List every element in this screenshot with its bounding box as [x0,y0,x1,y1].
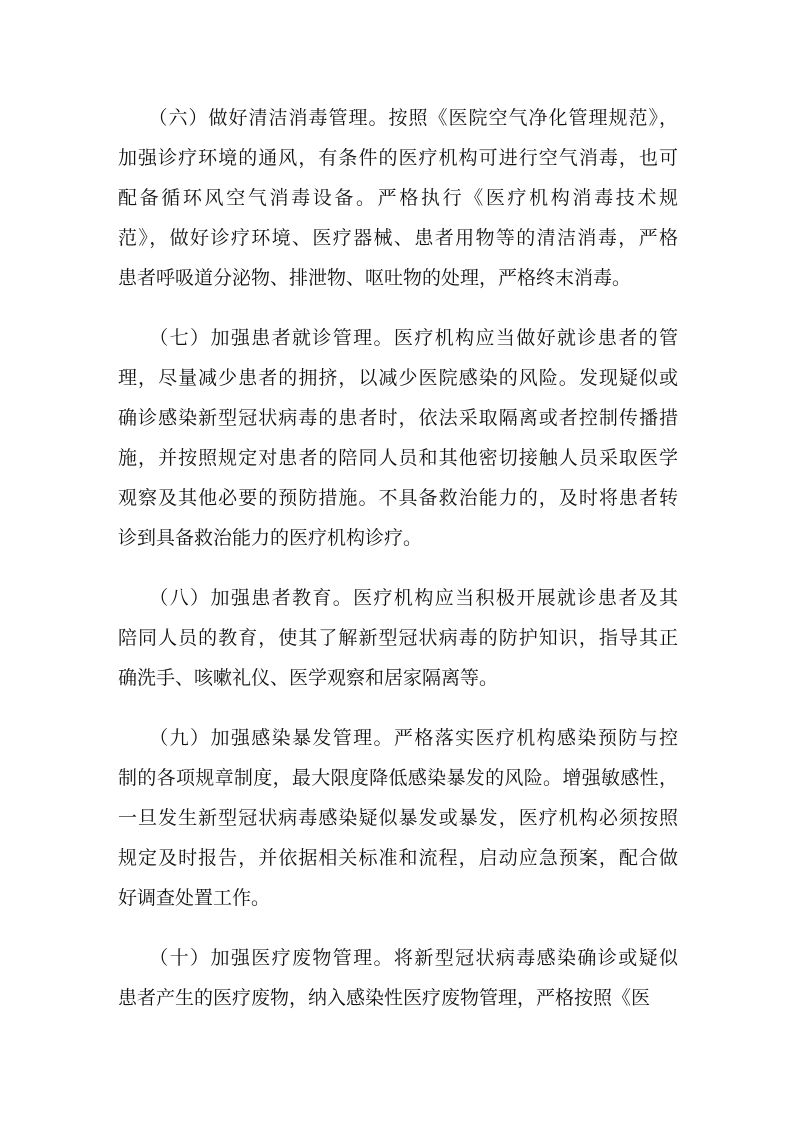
paragraph-nine [118,718,678,918]
text-line: 患者呼吸道分泌物、排泄物、呕吐物的处理，严格终末消毒。 [118,267,632,289]
text-line: 好调查处置工作。 [118,887,271,909]
paragraph-ten [118,938,678,1018]
document-body [118,98,678,1038]
text-line: 患者产生的医疗废物，纳入感染性医疗废物管理，严格按照《医 [118,987,651,1009]
paragraph-six [118,98,678,298]
text-line: 制的各项规章制度，最大限度降低感染暴发的风险。增强敏感性， [118,767,678,789]
text-line: （六）做好清洁消毒管理。按照《医院空气净化管理规范》， [118,107,678,129]
text-line: 理，尽量减少患者的拥挤，以减少医院感染的风险。发现疑似或 [118,367,678,389]
text-line: （九）加强感染暴发管理。严格落实医疗机构感染预防与控 [118,727,678,749]
text-line: 诊到具备救治能力的医疗机构诊疗。 [118,527,423,549]
text-line: 配备循环风空气消毒设备。严格执行《医疗机构消毒技术规 [118,187,678,209]
text-line: 确洗手、咳嗽礼仪、医学观察和居家隔离等。 [118,667,499,689]
text-line: 范》，做好诊疗环境、医疗器械、患者用物等的清洁消毒，严格 [118,227,678,249]
text-line: 一旦发生新型冠状病毒感染疑似暴发或暴发，医疗机构必须按照 [118,807,678,829]
text-line: （七）加强患者就诊管理。医疗机构应当做好就诊患者的管 [118,327,678,349]
paragraph-eight [118,578,678,698]
text-line: 观察及其他必要的预防措施。不具备救治能力的，及时将患者转 [118,487,678,509]
paragraph-seven [118,318,678,558]
text-line: （十）加强医疗废物管理。将新型冠状病毒感染确诊或疑似 [118,947,678,969]
text-line: 陪同人员的教育，使其了解新型冠状病毒的防护知识，指导其正 [118,627,678,649]
text-line: 确诊感染新型冠状病毒的患者时，依法采取隔离或者控制传播措 [118,407,678,429]
text-line: 加强诊疗环境的通风，有条件的医疗机构可进行空气消毒，也可 [118,147,678,169]
text-line: 施，并按照规定对患者的陪同人员和其他密切接触人员采取医学 [118,447,678,469]
text-line: （八）加强患者教育。医疗机构应当积极开展就诊患者及其 [118,587,678,609]
text-line: 规定及时报告，并依据相关标准和流程，启动应急预案，配合做 [118,847,678,869]
